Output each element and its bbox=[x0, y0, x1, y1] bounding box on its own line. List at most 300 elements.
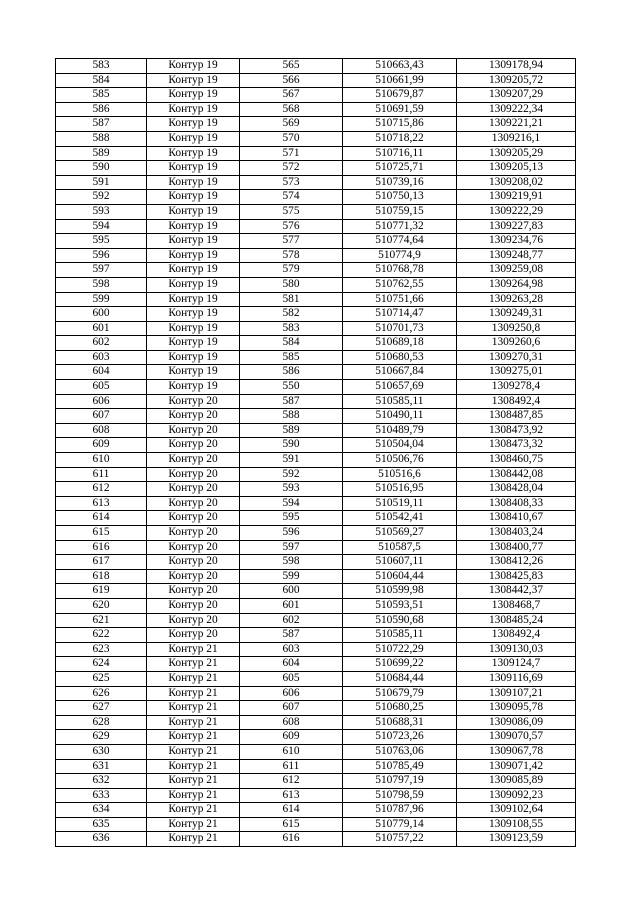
x-coordinate-cell: 510607,11 bbox=[343, 555, 457, 570]
point-number-cell: 578 bbox=[240, 248, 343, 263]
contour-cell: Контур 21 bbox=[147, 730, 240, 745]
coordinates-table-body bbox=[56, 59, 576, 847]
y-coordinate-cell: 1309092,23 bbox=[457, 788, 576, 803]
contour-cell: Контур 20 bbox=[147, 613, 240, 628]
point-number-cell: 592 bbox=[240, 467, 343, 482]
table-row bbox=[56, 394, 576, 409]
y-coordinate-cell: 1308442,08 bbox=[457, 467, 576, 482]
y-coordinate-cell: 1309259,08 bbox=[457, 263, 576, 278]
row-number-cell: 603 bbox=[56, 350, 147, 365]
x-coordinate-cell: 510762,55 bbox=[343, 277, 457, 292]
row-number-cell: 599 bbox=[56, 292, 147, 307]
x-coordinate-cell: 510585,11 bbox=[343, 628, 457, 643]
table-row bbox=[56, 540, 576, 555]
coordinates-table bbox=[55, 58, 576, 847]
table-row bbox=[56, 788, 576, 803]
y-coordinate-cell: 1309264,98 bbox=[457, 277, 576, 292]
contour-cell: Контур 21 bbox=[147, 642, 240, 657]
table-row bbox=[56, 350, 576, 365]
point-number-cell: 606 bbox=[240, 686, 343, 701]
row-number-cell: 618 bbox=[56, 569, 147, 584]
row-number-cell: 610 bbox=[56, 453, 147, 468]
contour-cell: Контур 21 bbox=[147, 686, 240, 701]
contour-cell: Контур 19 bbox=[147, 380, 240, 395]
table-row bbox=[56, 628, 576, 643]
x-coordinate-cell: 510751,66 bbox=[343, 292, 457, 307]
point-number-cell: 589 bbox=[240, 423, 343, 438]
x-coordinate-cell: 510516,6 bbox=[343, 467, 457, 482]
point-number-cell: 582 bbox=[240, 307, 343, 322]
row-number-cell: 586 bbox=[56, 102, 147, 117]
table-row bbox=[56, 584, 576, 599]
table-row bbox=[56, 263, 576, 278]
row-number-cell: 632 bbox=[56, 774, 147, 789]
x-coordinate-cell: 510604,44 bbox=[343, 569, 457, 584]
y-coordinate-cell: 1308408,33 bbox=[457, 496, 576, 511]
point-number-cell: 608 bbox=[240, 715, 343, 730]
contour-cell: Контур 19 bbox=[147, 175, 240, 190]
y-coordinate-cell: 1309123,59 bbox=[457, 832, 576, 847]
row-number-cell: 624 bbox=[56, 657, 147, 672]
point-number-cell: 587 bbox=[240, 628, 343, 643]
y-coordinate-cell: 1308473,32 bbox=[457, 438, 576, 453]
point-number-cell: 580 bbox=[240, 277, 343, 292]
y-coordinate-cell: 1309130,03 bbox=[457, 642, 576, 657]
contour-cell: Контур 20 bbox=[147, 394, 240, 409]
point-number-cell: 567 bbox=[240, 88, 343, 103]
y-coordinate-cell: 1308492,4 bbox=[457, 394, 576, 409]
table-row bbox=[56, 365, 576, 380]
contour-cell: Контур 21 bbox=[147, 715, 240, 730]
x-coordinate-cell: 510679,79 bbox=[343, 686, 457, 701]
row-number-cell: 593 bbox=[56, 204, 147, 219]
table-row bbox=[56, 832, 576, 847]
y-coordinate-cell: 1308425,83 bbox=[457, 569, 576, 584]
point-number-cell: 571 bbox=[240, 146, 343, 161]
point-number-cell: 576 bbox=[240, 219, 343, 234]
y-coordinate-cell: 1308410,67 bbox=[457, 511, 576, 526]
y-coordinate-cell: 1309219,91 bbox=[457, 190, 576, 205]
contour-cell: Контур 20 bbox=[147, 598, 240, 613]
contour-cell: Контур 19 bbox=[147, 336, 240, 351]
point-number-cell: 616 bbox=[240, 832, 343, 847]
x-coordinate-cell: 510797,19 bbox=[343, 774, 457, 789]
row-number-cell: 608 bbox=[56, 423, 147, 438]
table-row bbox=[56, 277, 576, 292]
contour-cell: Контур 19 bbox=[147, 234, 240, 249]
row-number-cell: 613 bbox=[56, 496, 147, 511]
table-row bbox=[56, 555, 576, 570]
point-number-cell: 607 bbox=[240, 701, 343, 716]
contour-cell: Контур 21 bbox=[147, 744, 240, 759]
x-coordinate-cell: 510680,25 bbox=[343, 701, 457, 716]
y-coordinate-cell: 1309070,57 bbox=[457, 730, 576, 745]
table-row bbox=[56, 657, 576, 672]
point-number-cell: 577 bbox=[240, 234, 343, 249]
row-number-cell: 597 bbox=[56, 263, 147, 278]
point-number-cell: 594 bbox=[240, 496, 343, 511]
point-number-cell: 614 bbox=[240, 803, 343, 818]
x-coordinate-cell: 510542,41 bbox=[343, 511, 457, 526]
table-row bbox=[56, 423, 576, 438]
contour-cell: Контур 19 bbox=[147, 73, 240, 88]
row-number-cell: 589 bbox=[56, 146, 147, 161]
table-row bbox=[56, 526, 576, 541]
x-coordinate-cell: 510585,11 bbox=[343, 394, 457, 409]
row-number-cell: 606 bbox=[56, 394, 147, 409]
table-row bbox=[56, 803, 576, 818]
y-coordinate-cell: 1309270,31 bbox=[457, 350, 576, 365]
x-coordinate-cell: 510716,11 bbox=[343, 146, 457, 161]
x-coordinate-cell: 510699,22 bbox=[343, 657, 457, 672]
point-number-cell: 570 bbox=[240, 131, 343, 146]
point-number-cell: 600 bbox=[240, 584, 343, 599]
point-number-cell: 583 bbox=[240, 321, 343, 336]
table-row bbox=[56, 467, 576, 482]
contour-cell: Контур 20 bbox=[147, 511, 240, 526]
y-coordinate-cell: 1309222,34 bbox=[457, 102, 576, 117]
row-number-cell: 592 bbox=[56, 190, 147, 205]
contour-cell: Контур 19 bbox=[147, 88, 240, 103]
point-number-cell: 595 bbox=[240, 511, 343, 526]
y-coordinate-cell: 1309227,83 bbox=[457, 219, 576, 234]
row-number-cell: 633 bbox=[56, 788, 147, 803]
point-number-cell: 591 bbox=[240, 453, 343, 468]
contour-cell: Контур 19 bbox=[147, 292, 240, 307]
y-coordinate-cell: 1308412,26 bbox=[457, 555, 576, 570]
y-coordinate-cell: 1309124,7 bbox=[457, 657, 576, 672]
y-coordinate-cell: 1309260,6 bbox=[457, 336, 576, 351]
contour-cell: Контур 20 bbox=[147, 496, 240, 511]
y-coordinate-cell: 1309263,28 bbox=[457, 292, 576, 307]
contour-cell: Контур 21 bbox=[147, 657, 240, 672]
contour-cell: Контур 20 bbox=[147, 584, 240, 599]
row-number-cell: 588 bbox=[56, 131, 147, 146]
point-number-cell: 611 bbox=[240, 759, 343, 774]
table-row bbox=[56, 730, 576, 745]
x-coordinate-cell: 510771,32 bbox=[343, 219, 457, 234]
y-coordinate-cell: 1308400,77 bbox=[457, 540, 576, 555]
point-number-cell: 568 bbox=[240, 102, 343, 117]
y-coordinate-cell: 1309234,76 bbox=[457, 234, 576, 249]
table-row bbox=[56, 204, 576, 219]
x-coordinate-cell: 510680,53 bbox=[343, 350, 457, 365]
contour-cell: Контур 19 bbox=[147, 204, 240, 219]
row-number-cell: 621 bbox=[56, 613, 147, 628]
row-number-cell: 625 bbox=[56, 671, 147, 686]
y-coordinate-cell: 1309222,29 bbox=[457, 204, 576, 219]
table-row bbox=[56, 759, 576, 774]
y-coordinate-cell: 1309178,94 bbox=[457, 59, 576, 74]
table-row bbox=[56, 292, 576, 307]
row-number-cell: 596 bbox=[56, 248, 147, 263]
contour-cell: Контур 19 bbox=[147, 190, 240, 205]
point-number-cell: 593 bbox=[240, 482, 343, 497]
point-number-cell: 599 bbox=[240, 569, 343, 584]
y-coordinate-cell: 1309102,64 bbox=[457, 803, 576, 818]
y-coordinate-cell: 1309067,78 bbox=[457, 744, 576, 759]
contour-cell: Контур 21 bbox=[147, 817, 240, 832]
table-row bbox=[56, 102, 576, 117]
table-row bbox=[56, 715, 576, 730]
x-coordinate-cell: 510667,84 bbox=[343, 365, 457, 380]
row-number-cell: 634 bbox=[56, 803, 147, 818]
y-coordinate-cell: 1308468,7 bbox=[457, 598, 576, 613]
row-number-cell: 601 bbox=[56, 321, 147, 336]
x-coordinate-cell: 510739,16 bbox=[343, 175, 457, 190]
x-coordinate-cell: 510718,22 bbox=[343, 131, 457, 146]
y-coordinate-cell: 1309107,21 bbox=[457, 686, 576, 701]
y-coordinate-cell: 1308460,75 bbox=[457, 453, 576, 468]
y-coordinate-cell: 1308487,85 bbox=[457, 409, 576, 424]
x-coordinate-cell: 510489,79 bbox=[343, 423, 457, 438]
contour-cell: Контур 21 bbox=[147, 701, 240, 716]
y-coordinate-cell: 1309216,1 bbox=[457, 131, 576, 146]
table-row bbox=[56, 613, 576, 628]
row-number-cell: 629 bbox=[56, 730, 147, 745]
y-coordinate-cell: 1309108,55 bbox=[457, 817, 576, 832]
table-row bbox=[56, 496, 576, 511]
point-number-cell: 587 bbox=[240, 394, 343, 409]
table-row bbox=[56, 409, 576, 424]
table-row bbox=[56, 701, 576, 716]
table-row bbox=[56, 453, 576, 468]
row-number-cell: 584 bbox=[56, 73, 147, 88]
row-number-cell: 614 bbox=[56, 511, 147, 526]
contour-cell: Контур 20 bbox=[147, 482, 240, 497]
table-row bbox=[56, 598, 576, 613]
table-row bbox=[56, 175, 576, 190]
contour-cell: Контур 19 bbox=[147, 117, 240, 132]
row-number-cell: 590 bbox=[56, 161, 147, 176]
row-number-cell: 591 bbox=[56, 175, 147, 190]
contour-cell: Контур 20 bbox=[147, 409, 240, 424]
x-coordinate-cell: 510798,59 bbox=[343, 788, 457, 803]
row-number-cell: 595 bbox=[56, 234, 147, 249]
table-row bbox=[56, 234, 576, 249]
table-row bbox=[56, 569, 576, 584]
y-coordinate-cell: 1309085,89 bbox=[457, 774, 576, 789]
contour-cell: Контур 21 bbox=[147, 788, 240, 803]
row-number-cell: 583 bbox=[56, 59, 147, 74]
x-coordinate-cell: 510691,59 bbox=[343, 102, 457, 117]
contour-cell: Контур 21 bbox=[147, 803, 240, 818]
row-number-cell: 602 bbox=[56, 336, 147, 351]
x-coordinate-cell: 510768,78 bbox=[343, 263, 457, 278]
y-coordinate-cell: 1308428,04 bbox=[457, 482, 576, 497]
x-coordinate-cell: 510663,43 bbox=[343, 59, 457, 74]
point-number-cell: 590 bbox=[240, 438, 343, 453]
x-coordinate-cell: 510679,87 bbox=[343, 88, 457, 103]
row-number-cell: 616 bbox=[56, 540, 147, 555]
point-number-cell: 565 bbox=[240, 59, 343, 74]
contour-cell: Контур 19 bbox=[147, 219, 240, 234]
point-number-cell: 586 bbox=[240, 365, 343, 380]
row-number-cell: 627 bbox=[56, 701, 147, 716]
table-row bbox=[56, 146, 576, 161]
table-row bbox=[56, 438, 576, 453]
contour-cell: Контур 19 bbox=[147, 277, 240, 292]
table-row bbox=[56, 686, 576, 701]
row-number-cell: 600 bbox=[56, 307, 147, 322]
table-row bbox=[56, 774, 576, 789]
x-coordinate-cell: 510723,26 bbox=[343, 730, 457, 745]
y-coordinate-cell: 1309208,02 bbox=[457, 175, 576, 190]
x-coordinate-cell: 510684,44 bbox=[343, 671, 457, 686]
row-number-cell: 585 bbox=[56, 88, 147, 103]
y-coordinate-cell: 1308492,4 bbox=[457, 628, 576, 643]
contour-cell: Контур 20 bbox=[147, 526, 240, 541]
contour-cell: Контур 19 bbox=[147, 248, 240, 263]
contour-cell: Контур 20 bbox=[147, 569, 240, 584]
table-row bbox=[56, 117, 576, 132]
x-coordinate-cell: 510569,27 bbox=[343, 526, 457, 541]
y-coordinate-cell: 1308442,37 bbox=[457, 584, 576, 599]
point-number-cell: 573 bbox=[240, 175, 343, 190]
row-number-cell: 611 bbox=[56, 467, 147, 482]
contour-cell: Контур 19 bbox=[147, 161, 240, 176]
row-number-cell: 607 bbox=[56, 409, 147, 424]
x-coordinate-cell: 510506,76 bbox=[343, 453, 457, 468]
x-coordinate-cell: 510774,9 bbox=[343, 248, 457, 263]
x-coordinate-cell: 510657,69 bbox=[343, 380, 457, 395]
x-coordinate-cell: 510701,73 bbox=[343, 321, 457, 336]
x-coordinate-cell: 510774,64 bbox=[343, 234, 457, 249]
point-number-cell: 610 bbox=[240, 744, 343, 759]
point-number-cell: 604 bbox=[240, 657, 343, 672]
y-coordinate-cell: 1309249,31 bbox=[457, 307, 576, 322]
table-row bbox=[56, 336, 576, 351]
y-coordinate-cell: 1309250,8 bbox=[457, 321, 576, 336]
point-number-cell: 609 bbox=[240, 730, 343, 745]
row-number-cell: 620 bbox=[56, 598, 147, 613]
y-coordinate-cell: 1308403,24 bbox=[457, 526, 576, 541]
table-row bbox=[56, 73, 576, 88]
table-row bbox=[56, 190, 576, 205]
x-coordinate-cell: 510725,71 bbox=[343, 161, 457, 176]
row-number-cell: 594 bbox=[56, 219, 147, 234]
y-coordinate-cell: 1309207,29 bbox=[457, 88, 576, 103]
y-coordinate-cell: 1309278,4 bbox=[457, 380, 576, 395]
contour-cell: Контур 21 bbox=[147, 759, 240, 774]
y-coordinate-cell: 1309248,77 bbox=[457, 248, 576, 263]
contour-cell: Контур 19 bbox=[147, 365, 240, 380]
point-number-cell: 569 bbox=[240, 117, 343, 132]
table-row bbox=[56, 219, 576, 234]
contour-cell: Контур 21 bbox=[147, 671, 240, 686]
table-row bbox=[56, 671, 576, 686]
row-number-cell: 619 bbox=[56, 584, 147, 599]
x-coordinate-cell: 510759,15 bbox=[343, 204, 457, 219]
x-coordinate-cell: 510593,51 bbox=[343, 598, 457, 613]
point-number-cell: 602 bbox=[240, 613, 343, 628]
point-number-cell: 585 bbox=[240, 350, 343, 365]
row-number-cell: 628 bbox=[56, 715, 147, 730]
point-number-cell: 584 bbox=[240, 336, 343, 351]
row-number-cell: 635 bbox=[56, 817, 147, 832]
contour-cell: Контур 20 bbox=[147, 555, 240, 570]
row-number-cell: 626 bbox=[56, 686, 147, 701]
row-number-cell: 630 bbox=[56, 744, 147, 759]
x-coordinate-cell: 510519,11 bbox=[343, 496, 457, 511]
x-coordinate-cell: 510599,98 bbox=[343, 584, 457, 599]
table-row bbox=[56, 321, 576, 336]
row-number-cell: 598 bbox=[56, 277, 147, 292]
x-coordinate-cell: 510779,14 bbox=[343, 817, 457, 832]
point-number-cell: 566 bbox=[240, 73, 343, 88]
row-number-cell: 587 bbox=[56, 117, 147, 132]
y-coordinate-cell: 1309205,13 bbox=[457, 161, 576, 176]
x-coordinate-cell: 510661,99 bbox=[343, 73, 457, 88]
x-coordinate-cell: 510785,49 bbox=[343, 759, 457, 774]
point-number-cell: 613 bbox=[240, 788, 343, 803]
table-row bbox=[56, 482, 576, 497]
y-coordinate-cell: 1309086,09 bbox=[457, 715, 576, 730]
point-number-cell: 597 bbox=[240, 540, 343, 555]
x-coordinate-cell: 510722,29 bbox=[343, 642, 457, 657]
row-number-cell: 615 bbox=[56, 526, 147, 541]
x-coordinate-cell: 510504,04 bbox=[343, 438, 457, 453]
x-coordinate-cell: 510750,13 bbox=[343, 190, 457, 205]
x-coordinate-cell: 510757,22 bbox=[343, 832, 457, 847]
row-number-cell: 609 bbox=[56, 438, 147, 453]
contour-cell: Контур 19 bbox=[147, 59, 240, 74]
table-row bbox=[56, 248, 576, 263]
contour-cell: Контур 19 bbox=[147, 146, 240, 161]
y-coordinate-cell: 1309221,21 bbox=[457, 117, 576, 132]
contour-cell: Контур 19 bbox=[147, 263, 240, 278]
table-row bbox=[56, 59, 576, 74]
point-number-cell: 603 bbox=[240, 642, 343, 657]
row-number-cell: 622 bbox=[56, 628, 147, 643]
contour-cell: Контур 20 bbox=[147, 453, 240, 468]
contour-cell: Контур 19 bbox=[147, 350, 240, 365]
contour-cell: Контур 19 bbox=[147, 102, 240, 117]
x-coordinate-cell: 510688,31 bbox=[343, 715, 457, 730]
contour-cell: Контур 20 bbox=[147, 628, 240, 643]
row-number-cell: 604 bbox=[56, 365, 147, 380]
contour-cell: Контур 21 bbox=[147, 832, 240, 847]
contour-cell: Контур 20 bbox=[147, 438, 240, 453]
point-number-cell: 572 bbox=[240, 161, 343, 176]
table-row bbox=[56, 161, 576, 176]
table-row bbox=[56, 642, 576, 657]
contour-cell: Контур 21 bbox=[147, 774, 240, 789]
x-coordinate-cell: 510787,96 bbox=[343, 803, 457, 818]
contour-cell: Контур 20 bbox=[147, 467, 240, 482]
table-row bbox=[56, 817, 576, 832]
row-number-cell: 636 bbox=[56, 832, 147, 847]
point-number-cell: 581 bbox=[240, 292, 343, 307]
table-row bbox=[56, 307, 576, 322]
x-coordinate-cell: 510689,18 bbox=[343, 336, 457, 351]
x-coordinate-cell: 510590,68 bbox=[343, 613, 457, 628]
row-number-cell: 605 bbox=[56, 380, 147, 395]
table-row bbox=[56, 744, 576, 759]
row-number-cell: 631 bbox=[56, 759, 147, 774]
row-number-cell: 612 bbox=[56, 482, 147, 497]
point-number-cell: 601 bbox=[240, 598, 343, 613]
y-coordinate-cell: 1309275,01 bbox=[457, 365, 576, 380]
y-coordinate-cell: 1309116,69 bbox=[457, 671, 576, 686]
contour-cell: Контур 20 bbox=[147, 540, 240, 555]
y-coordinate-cell: 1309095,78 bbox=[457, 701, 576, 716]
y-coordinate-cell: 1309205,29 bbox=[457, 146, 576, 161]
contour-cell: Контур 19 bbox=[147, 321, 240, 336]
y-coordinate-cell: 1308473,92 bbox=[457, 423, 576, 438]
x-coordinate-cell: 510516,95 bbox=[343, 482, 457, 497]
table-row bbox=[56, 88, 576, 103]
